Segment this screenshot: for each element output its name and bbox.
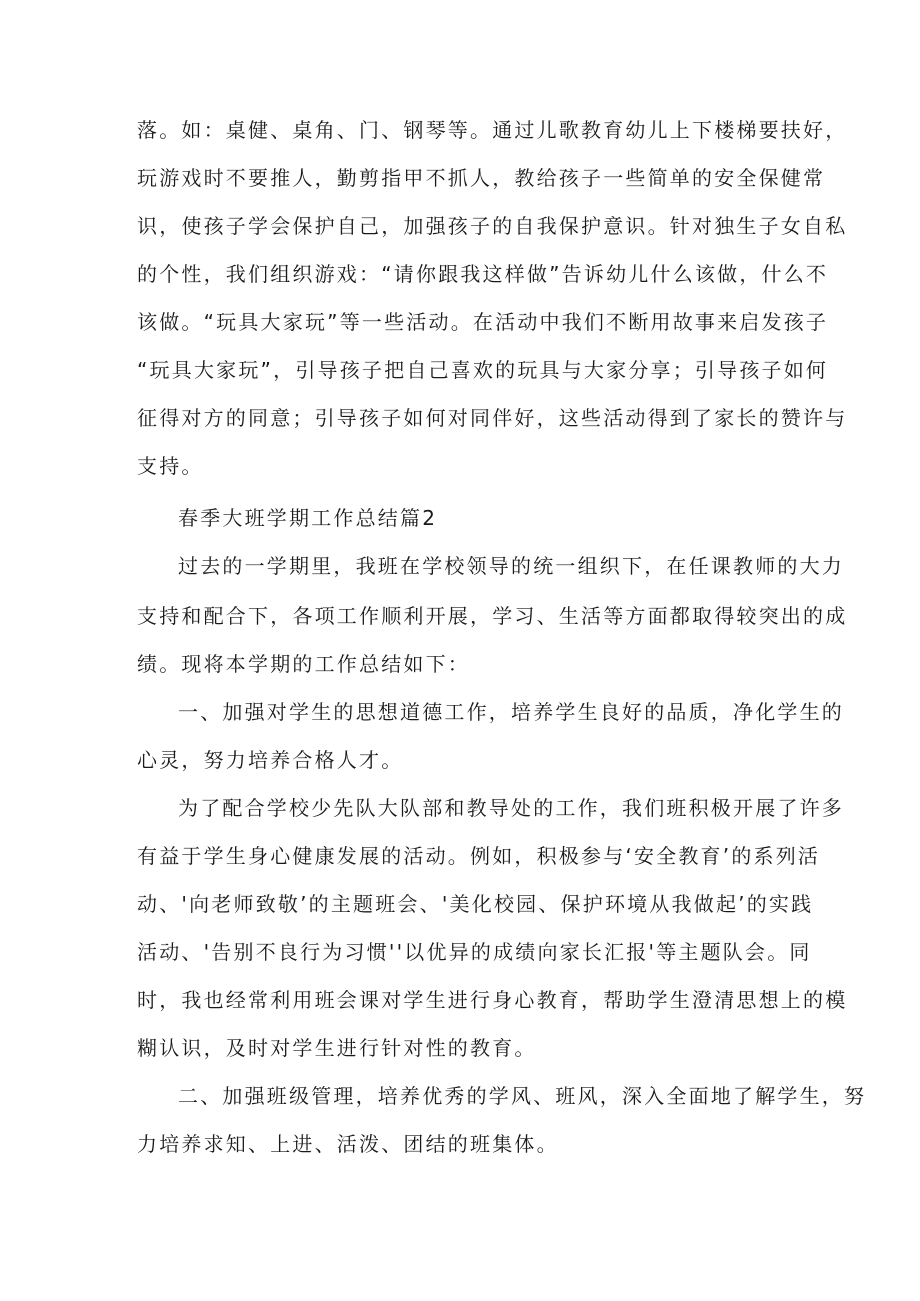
- text-line: 糊认识，及时对学生进行针对性的教育。: [137, 1036, 537, 1060]
- text-line: 支持。: [137, 454, 204, 478]
- text-line: 落。如：桌健、桌角、门、钢琴等。通过儿歌教育幼儿上下楼梯要扶好，: [137, 118, 848, 142]
- text-line: 支持和配合下，各项工作顺利开展，学习、生活等方面都取得较突出的成: [137, 604, 848, 628]
- text-line: 二、加强班级管理，培养优秀的学风、班风，深入全面地了解学生，努: [178, 1084, 867, 1108]
- text-line: 玩游戏时不要推人，勤剪指甲不抓人，教给孩子一些简单的安全保健常: [137, 166, 826, 190]
- text-line: 过去的一学期里，我班在学校领导的统一组织下，在任课教师的大力: [178, 554, 844, 578]
- text-line: 该做。“玩具大家玩”等一些活动。在活动中我们不断用故事来启发孩子: [137, 310, 829, 334]
- text-line: 的个性，我们组织游戏：“请你跟我这样做”告诉幼儿什么该做，什么不: [137, 262, 829, 286]
- text-line: 一、加强对学生的思想道德工作，培养学生良好的品质，净化学生的: [178, 700, 844, 724]
- text-line: 力培养求知、上进、活泼、团结的班集体。: [137, 1132, 559, 1156]
- text-line: 时，我也经常利用班会课对学生进行身心教育，帮助学生澄清思想上的模: [137, 988, 848, 1012]
- text-line: 识，使孩子学会保护自己，加强孩子的自我保护意识。针对独生子女自私: [137, 214, 848, 238]
- text-line: 征得对方的同意；引导孩子如何对同伴好，这些活动得到了家长的赞许与: [137, 406, 848, 430]
- text-line: 动、'向老师致敬’的主题班会、'美化校园、保护环境从我做起’的实践: [137, 892, 814, 916]
- text-line: 绩。现将本学期的工作总结如下：: [137, 652, 470, 676]
- text-line: 有益于学生身心健康发展的活动。例如，积极参与‘安全教育’的系列活: [137, 844, 821, 868]
- text-line: 心灵，努力培养合格人才。: [137, 748, 404, 772]
- text-line: “玩具大家玩”，引导孩子把自己喜欢的玩具与大家分享；引导孩子如何: [137, 358, 829, 382]
- text-line: 活动、'告别不良行为习惯''以优异的成绩向家长汇报'等主题队会。同: [137, 940, 812, 964]
- section-heading: 春季大班学期工作总结篇2: [178, 506, 438, 530]
- text-line: 为了配合学校少先队大队部和教导处的工作，我们班积极开展了许多: [178, 796, 844, 820]
